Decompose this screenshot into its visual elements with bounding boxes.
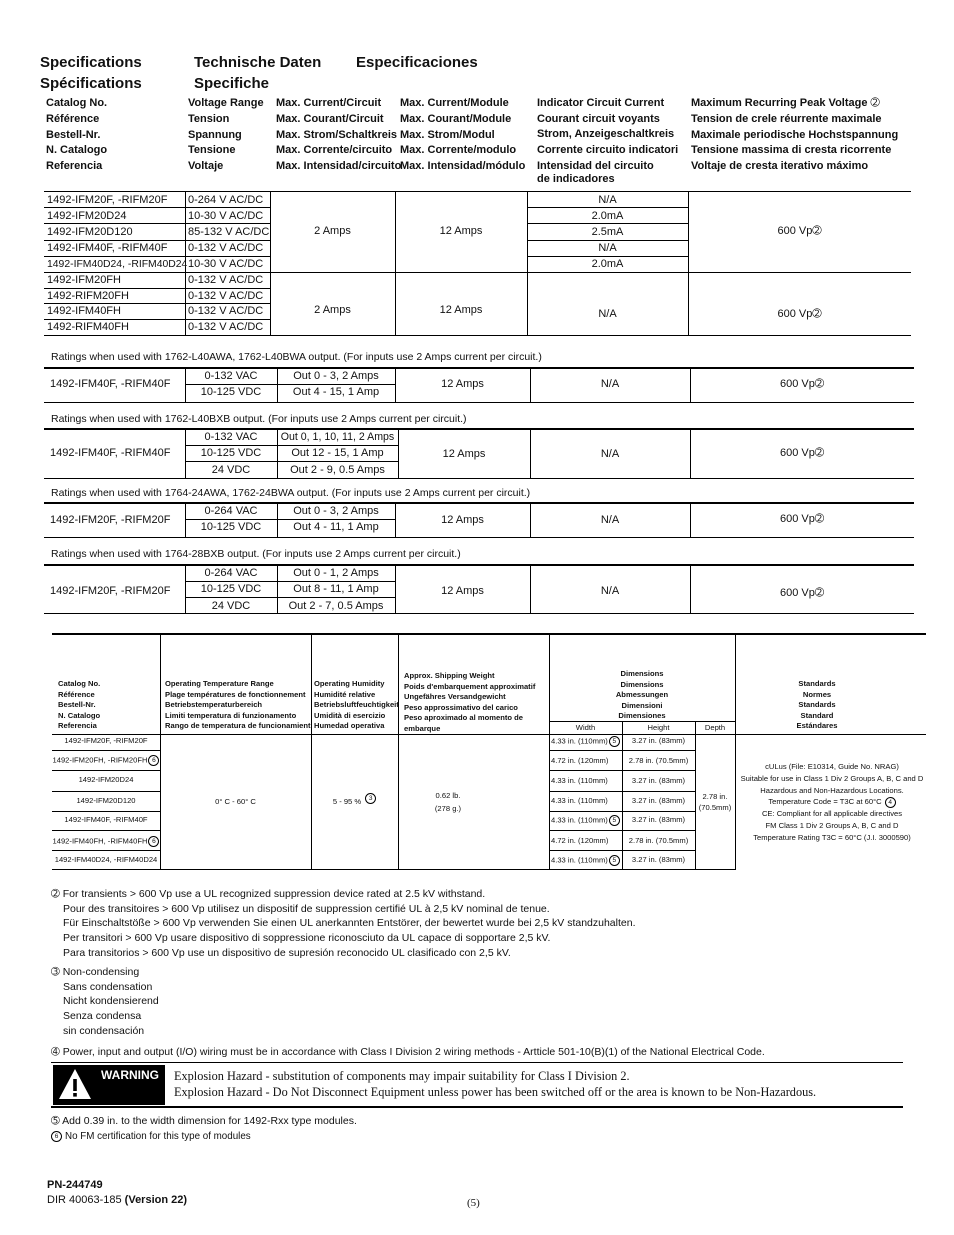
ratings-catalog: 1492-IFM40F, -RIFM40F	[50, 446, 171, 459]
ratings-caption: Ratings when used with 1764-28BXB output. (For inputs use 2 Amps current per circuit.)	[51, 548, 461, 560]
ratings-voltage: 0-132 VAC	[204, 370, 258, 382]
footnote-marker: 5	[609, 815, 620, 826]
warning-banner	[53, 1065, 165, 1105]
ratings-voltage: 10-125 VDC	[200, 386, 262, 398]
t2-width-cell: 4.33 in. (110mm) 5	[551, 815, 620, 826]
t1-catalog-cell: 1492-RIFM40FH	[47, 321, 129, 333]
t1-voltage-cell: 0-132 V AC/DC	[188, 305, 264, 317]
ratings-module: 12 Amps	[442, 447, 486, 460]
ratings-voltage: 24 VDC	[211, 464, 251, 476]
ratings-voltage: 10-125 VDC	[200, 583, 262, 595]
t1-header-current-circuit: Max. Current/Circuit Max. Courant/Circuit Max. Strom/Schaltkreis Max. Corrente/circuito Max. Intensidad/circuito	[276, 97, 402, 173]
footnote-marker: 5	[609, 736, 620, 747]
ratings-voltage: 24 VDC	[211, 600, 251, 612]
ratings-indicator: N/A	[600, 447, 620, 460]
ratings-catalog: 1492-IFM40F, -RIFM40F	[50, 378, 171, 390]
t1-header-peak-voltage: Maximum Recurring Peak Voltage ➁ Tension de crele réurrente maximale Maximale periodische Hochstspannung Tensione massima di cresta ricorrente Voltaje de cresta iterativo máximo	[691, 97, 899, 173]
footnote-marker: 5	[609, 855, 620, 866]
ratings-voltage: 0-132 VAC	[204, 431, 258, 443]
t1-voltage-cell: 0-132 V AC/DC	[188, 274, 264, 286]
title-specifiche: Specifiche	[194, 75, 270, 92]
t1-current-module-cell: 12 Amps	[439, 225, 483, 237]
ratings-output: Out 4 - 15, 1 Amp	[292, 386, 380, 398]
note-3: ➂ Non-condensing Sans condensation Nicht kondensierend Senza condensa sin condensación	[51, 966, 159, 1037]
t1-header-catalog: Catalog No. Référence Bestell-Nr. N. Catalogo Referencia	[46, 97, 108, 173]
t1-header-current-module: Max. Current/Module Max. Courant/Module Max. Strom/Modul Max. Corrente/modulo Max. Intensidad/módulo	[400, 97, 526, 173]
ratings-catalog: 1492-IFM20F, -RIFM20F	[50, 514, 171, 526]
t1-indicator-cell: 2.5mA	[591, 226, 624, 238]
ratings-peak: 600 Vp➁	[779, 378, 825, 390]
footnote-marker: 6	[148, 836, 159, 847]
t2-catalog-cell: 1492-IFM40FH, -RIFM40FH 6	[52, 836, 160, 847]
t2-width-cell: 4.72 in. (120mm)	[551, 836, 609, 845]
footnote-marker: 6	[148, 755, 159, 766]
note-2: ➁ For transients > 600 Vp use a UL recognized suppression device rated at 2.5 kV withstand. Pour des transitoires > 600 Vp utilisez un dispositif de suppression certifié UL à 2,5 kV nominal de tenue. Für Einschaltstöße > 600 Vp verwenden Sie einen UL anerkannten Entstörer, der bewertet wurde bei 2,5 kV standzuhalten. Per transitori > 600 Vp usare dispositivo di soppressione riconosciuto da UL capace di sopportare 2,5 kV. Para transitorios > 600 Vp use un dispositivo de supresión reconocido UL clasificado con 2,5 kV.	[51, 888, 636, 959]
warning-text: Explosion Hazard - substitution of components may impair suitability for Class I Division 2. Explosion Hazard - Do Not Disconnect Equipment unless power has been switched off or the area is known to be Non-Hazardous.	[174, 1069, 817, 1099]
t2-height-cell: 3.27 in. (83mm)	[631, 736, 686, 745]
t2-width-cell: 4.33 in. (110mm) 5	[551, 736, 620, 747]
t1-catalog-cell: 1492-IFM40F, -RIFM40F	[47, 242, 168, 254]
t2-depth-value: 2.78 in. (70.5mm)	[698, 791, 732, 812]
ratings-module: 12 Amps	[441, 584, 484, 597]
t1-voltage-cell: 0-132 V AC/DC	[188, 290, 264, 302]
t2-catalog-cell: 1492-IFM20D120	[76, 796, 136, 805]
t2-width-cell: 4.33 in. (110mm)	[551, 796, 608, 805]
t2-header-depth: Depth	[704, 723, 726, 732]
t2-header-humidity: Operating Humidity Humidité relative Betriebsluftfeuchtigkeit Umidità di esercizio Humedad operativa	[314, 679, 399, 731]
ratings-peak: 600 Vp➁	[779, 446, 825, 459]
ratings-indicator: N/A	[600, 378, 620, 390]
part-number: PN-244749	[47, 1179, 103, 1191]
ratings-output: Out 0, 1, 10, 11, 2 Amps	[280, 431, 395, 443]
t2-width-cell: 4.72 in. (120mm)	[551, 756, 609, 765]
ratings-module: 12 Amps	[441, 514, 484, 526]
ratings-voltage: 0-264 VAC	[204, 505, 258, 517]
t2-header-temperature: Operating Temperature Range Plage températures de fonctionnement Betriebstemperaturbereich Limiti temperatura di funzionamento Rango de temperatura de funcionamient	[165, 679, 311, 731]
t1-indicator-cell: 2.0mA	[591, 210, 624, 222]
t2-top-rule	[52, 633, 926, 635]
document-number: DIR 40063-185 (Version 22)	[47, 1194, 188, 1206]
t1-catalog-cell: 1492-IFM20D120	[47, 226, 133, 238]
t2-weight-value: 0.62 lb. (278 g.)	[434, 790, 462, 813]
ratings-output: Out 0 - 3, 2 Amps	[293, 370, 379, 382]
title-technische-daten: Technische Daten	[194, 54, 322, 71]
t2-height-cell: 3.27 in. (83mm)	[631, 855, 686, 864]
title-specifications: Specifications	[40, 54, 142, 71]
t1-peak-voltage-cell: 600 Vp➁	[777, 225, 822, 237]
ratings-caption: Ratings when used with 1762-L40BXB output. (For inputs use 2 Amps current per circuit.)	[51, 413, 467, 425]
t2-height-cell: 2.78 in. (70.5mm)	[628, 836, 689, 845]
t1-peak-voltage-cell: 600 Vp➁	[777, 307, 822, 320]
t2-height-cell: 3.27 in. (83mm)	[631, 815, 686, 824]
ratings-catalog: 1492-IFM20F, -RIFM20F	[50, 584, 171, 597]
t2-catalog-cell: 1492-IFM40F, -RIFM40F	[64, 815, 148, 824]
ratings-voltage: 10-125 VDC	[200, 447, 262, 459]
t1-current-circuit-cell: 2 Amps	[314, 225, 351, 237]
t1-catalog-cell: 1492-IFM40FH	[47, 305, 121, 317]
t1-catalog-cell: 1492-RIFM20FH	[47, 290, 129, 302]
t1-voltage-cell: 0-132 V AC/DC	[188, 321, 264, 333]
t2-header-standards: Standards Normes Standards Standard Estándares	[796, 679, 838, 731]
footnote-marker: 6	[51, 1131, 62, 1142]
t2-height-cell: 3.27 in. (83mm)	[631, 776, 686, 785]
t2-width-cell: 4.33 in. (110mm) 5	[551, 855, 620, 866]
t2-catalog-cell: 1492-IFM40D24, -RIFM40D24	[54, 855, 158, 864]
t2-height-cell: 3.27 in. (83mm)	[631, 796, 686, 805]
ratings-peak: 600 Vp➁	[779, 586, 825, 599]
title-especificaciones: Especificaciones	[356, 54, 478, 71]
note-4: ➃ Power, input and output (I/O) wiring must be in accordance with Class I Division 2 wiring methods - Artticle 501-10(B)(1) of the National Electrical Code.	[51, 1046, 765, 1058]
ratings-output: Out 2 - 7, 0.5 Amps	[288, 600, 384, 612]
t1-catalog-cell: 1492-IFM20D24	[47, 210, 127, 222]
t1-voltage-cell: 10-30 V AC/DC	[188, 210, 264, 222]
t2-humidity-value: 5 - 95 % 3	[311, 734, 398, 869]
t1-catalog-cell: 1492-IFM20FH	[47, 274, 121, 286]
t1-catalog-cell: 1492-IFM40D24, -RIFM40D24	[47, 259, 188, 270]
t1-voltage-cell: 85-132 V AC/DC	[188, 226, 270, 238]
t1-voltage-cell: 10-30 V AC/DC	[188, 258, 264, 270]
t2-standards-value: cULus (File: E10314, Guide No. NRAG) Suitable for use in Class 1 Div 2 Groups A, B, C and D Hazardous and Non-Hazardous Locations. Temperature Code = T3C at 60°C 4 CE: Compliant for all applicable directives FM Class 1 Div 2 Groups A, B, C and D Temperature Rating T3C = 60°C (J.I. 3000590)	[740, 762, 924, 842]
t1-current-circuit-cell: 2 Amps	[314, 303, 351, 316]
t2-header-height: Height	[647, 723, 670, 732]
ratings-indicator: N/A	[600, 514, 620, 526]
note-5: ➄ Add 0.39 in. to the width dimension for 1492-Rxx type modules.	[51, 1115, 357, 1127]
t1-catalog-cell: 1492-IFM20F, -RIFM20F	[47, 194, 168, 206]
ratings-voltage: 10-125 VDC	[200, 521, 262, 533]
ratings-output: Out 0 - 1, 2 Amps	[293, 567, 379, 579]
t1-indicator-cell: N/A	[598, 307, 617, 320]
t2-header-weight: Approx. Shipping Weight Poids d'embarquement approximatif Ungefähres Versandgewicht Peso approssimativo del carico Peso aproximado al momento de embarque	[404, 671, 536, 733]
ratings-output: Out 8 - 11, 1 Amp	[293, 583, 379, 595]
ratings-caption: Ratings when used with 1764-24AWA, 1762-24BWA output. (For inputs use 2 Amps current per circuit.)	[51, 487, 531, 499]
page-number: (5)	[467, 1197, 480, 1209]
ratings-output: Out 4 - 11, 1 Amp	[293, 521, 379, 533]
ratings-output: Out 2 - 9, 0.5 Amps	[290, 464, 385, 476]
warning-triangle-icon	[57, 1067, 93, 1101]
t2-temperature-value: 0° C - 60° C	[215, 797, 256, 806]
ratings-indicator: N/A	[600, 584, 620, 597]
ratings-caption: Ratings when used with 1762-L40AWA, 1762-L40BWA output. (For inputs use 2 Amps current per circuit.)	[51, 351, 542, 363]
t1-current-module-cell: 12 Amps	[439, 303, 483, 316]
ratings-peak: 600 Vp➁	[779, 513, 825, 525]
t2-catalog-cell: 1492-IFM20D24	[78, 775, 134, 784]
t2-catalog-cell: 1492-IFM20F, -RIFM20F	[64, 736, 148, 745]
t1-voltage-cell: 0-264 V AC/DC	[188, 194, 264, 206]
t2-header-dimensions: Dimensions Dimensions Abmessungen Dimensioni Dimensiones	[615, 669, 669, 721]
t2-height-cell: 2.78 in. (70.5mm)	[628, 756, 689, 765]
t2-catalog-cell: 1492-IFM20FH, -RIFM20FH 6	[52, 755, 160, 766]
footnote-marker: 4	[885, 797, 896, 808]
ratings-voltage: 0-264 VAC	[204, 567, 258, 579]
ratings-module: 12 Amps	[441, 378, 484, 390]
warning-label: WARNING	[101, 1068, 159, 1082]
t2-header-catalog: Catalog No. Référence Bestell-Nr. N. Catalogo Referencia	[58, 679, 101, 731]
t1-voltage-cell: 0-132 V AC/DC	[188, 242, 264, 254]
t1-indicator-cell: N/A	[598, 242, 617, 254]
t2-width-cell: 4.33 in. (110mm)	[551, 776, 608, 785]
ratings-output: Out 12 - 15, 1 Amp	[291, 447, 384, 459]
t2-header-width: Width	[575, 723, 596, 732]
note-6: 6 No FM certification for this type of modules	[51, 1131, 251, 1142]
t1-indicator-cell: N/A	[598, 194, 617, 206]
t1-header-voltage: Voltage Range Tension Spannung Tensione Voltaje	[188, 97, 264, 173]
t1-indicator-cell: 2.0mA	[591, 258, 624, 270]
ratings-output: Out 0 - 3, 2 Amps	[293, 505, 379, 517]
footnote-marker: 3	[365, 793, 376, 804]
title-specifications-fr: Spécifications	[40, 75, 142, 92]
t1-header-indicator: Indicator Circuit Current Courant circuit voyants Strom, Anzeigeschaltkreis Corrente circuito indicatori Intensidad del circuito de indicadores	[537, 97, 679, 185]
